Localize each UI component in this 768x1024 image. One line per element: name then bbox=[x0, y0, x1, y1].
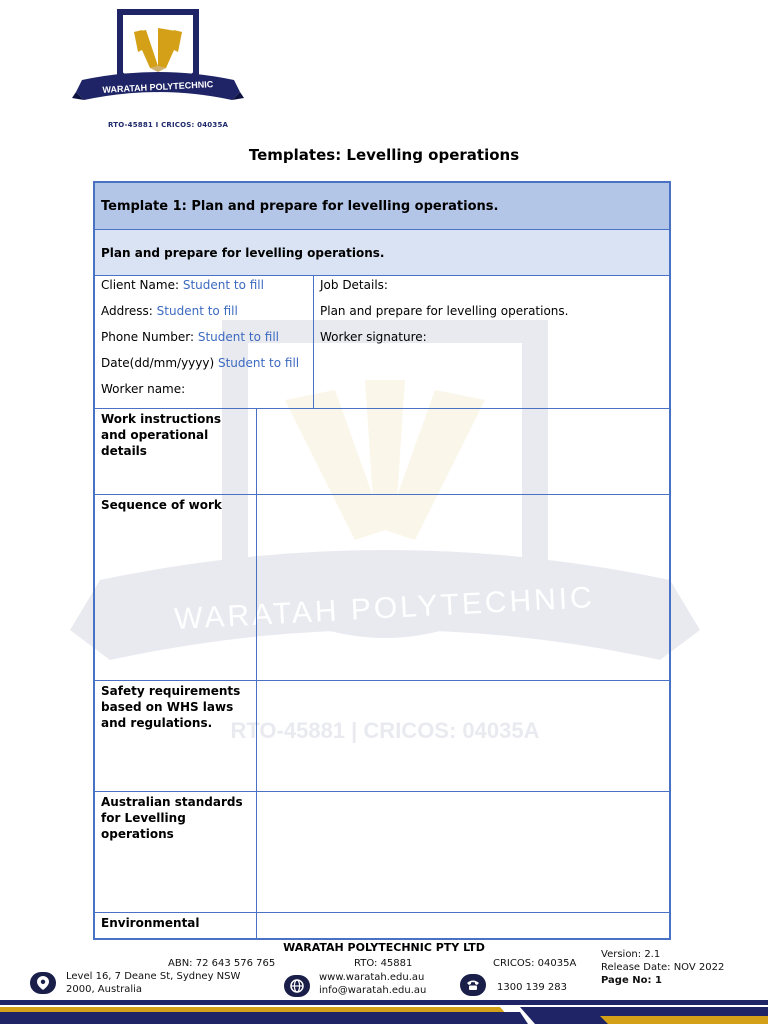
waratah-logo bbox=[72, 8, 244, 120]
template-heading: Template 1: Plan and prepare for levelling operations. bbox=[95, 183, 670, 230]
australian-standards-input[interactable] bbox=[257, 792, 670, 913]
worker-name-field[interactable]: Worker name: bbox=[101, 382, 186, 396]
version-label: Version: 2.1 bbox=[601, 949, 661, 960]
client-details-cell bbox=[95, 276, 314, 409]
phone-number-field[interactable]: Phone Number: Student to fill bbox=[101, 330, 279, 344]
sequence-of-work-label: Sequence of work bbox=[95, 495, 257, 681]
work-instructions-input[interactable] bbox=[257, 409, 670, 495]
footer-phone[interactable]: 1300 139 283 bbox=[497, 982, 567, 993]
australian-standards-label: Australian standards for Levelling operations bbox=[95, 792, 257, 913]
footer-contact-links bbox=[319, 971, 426, 997]
page-title: Templates: Levelling operations bbox=[248, 146, 520, 164]
footer-abn: ABN: 72 643 576 765 bbox=[168, 958, 276, 969]
location-pin-icon bbox=[30, 972, 56, 994]
safety-requirements-input[interactable] bbox=[257, 681, 670, 792]
address-field[interactable]: Address: Student to fill bbox=[101, 304, 238, 318]
page-number-label: Page No: 1 bbox=[601, 975, 662, 986]
footer-rto: RTO: 45881 bbox=[354, 958, 413, 969]
watermark-brand: WARATAH POLYTECHNIC bbox=[173, 581, 596, 637]
environmental-label: Environmental bbox=[95, 913, 257, 939]
version-block bbox=[601, 948, 724, 987]
footer-company-name: WARATAH POLYTECHNIC PTY LTD bbox=[283, 941, 485, 954]
logo-text: WARATAH POLYTECHNIC bbox=[102, 79, 214, 95]
footer-cricos: CRICOS: 04035A bbox=[493, 958, 577, 969]
environmental-input[interactable] bbox=[257, 913, 670, 939]
job-details-value: Plan and prepare for levelling operations. bbox=[320, 304, 569, 318]
client-name-field[interactable]: Client Name: Student to fill bbox=[101, 278, 264, 292]
job-details-label: Job Details: bbox=[320, 278, 388, 292]
globe-mail-icon bbox=[284, 975, 310, 997]
levelling-template-table bbox=[93, 181, 671, 940]
website-link[interactable]: www.waratah.edu.au bbox=[319, 972, 425, 983]
work-instructions-label: Work instructions and operational details bbox=[95, 409, 257, 495]
date-field[interactable]: Date(dd/mm/yyyy) Student to fill bbox=[101, 356, 300, 370]
phone-icon bbox=[460, 974, 486, 996]
rto-cricos-line: RTO-45881 I CRICOS: 04035A bbox=[108, 121, 229, 129]
release-date-label: Release Date: NOV 2022 bbox=[601, 962, 725, 973]
job-details-cell bbox=[314, 276, 670, 409]
sequence-of-work-input[interactable] bbox=[257, 495, 670, 681]
footer-stripe bbox=[0, 998, 768, 1024]
template-subheading: Plan and prepare for levelling operations. bbox=[95, 230, 670, 276]
safety-requirements-label: Safety requirements based on WHS laws and regulations. bbox=[95, 681, 257, 792]
worker-signature-field[interactable]: Worker signature: bbox=[320, 330, 427, 344]
footer-address: Level 16, 7 Deane St, Sydney NSW 2000, Australia bbox=[66, 971, 241, 995]
watermark-rto: RTO-45881 | CRICOS: 04035A bbox=[230, 718, 540, 743]
email-link[interactable]: info@waratah.edu.au bbox=[319, 985, 427, 996]
